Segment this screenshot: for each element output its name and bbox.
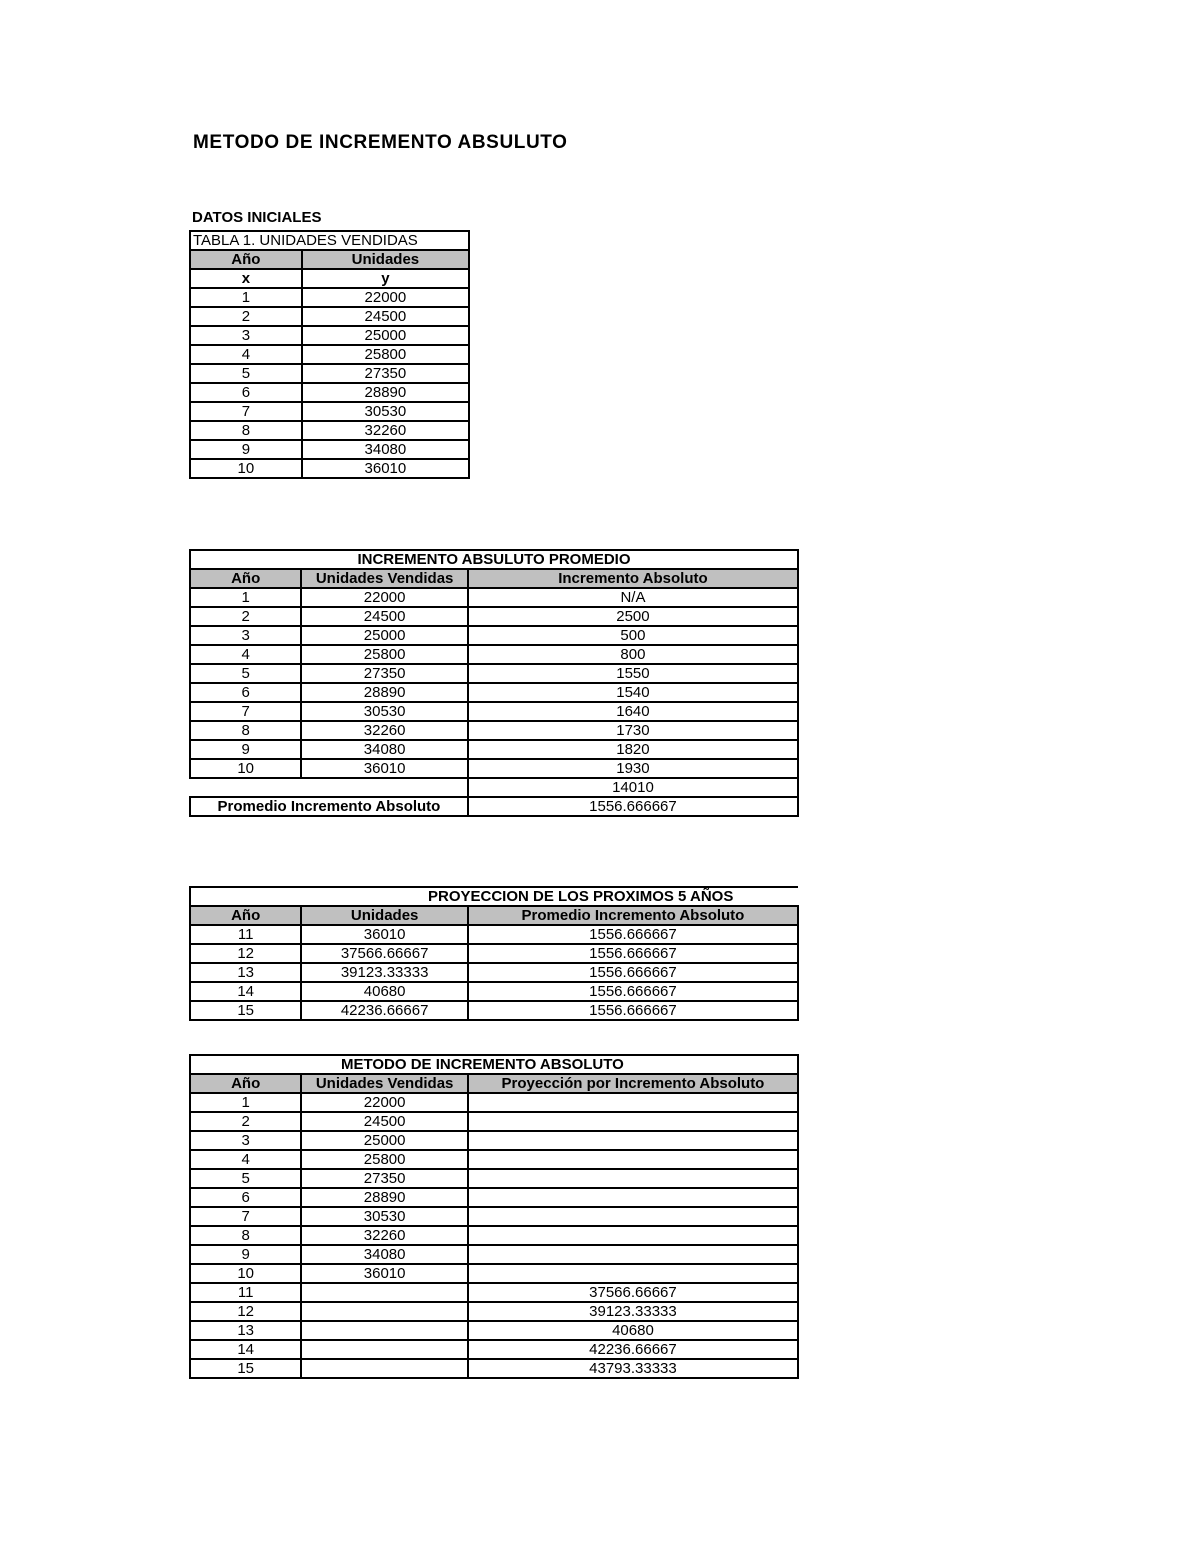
table-cell: 9 bbox=[190, 440, 302, 459]
table-row bbox=[190, 1112, 798, 1131]
table-row bbox=[190, 944, 798, 963]
table-row bbox=[190, 364, 469, 383]
table-row bbox=[190, 702, 798, 721]
table-cell: 37566.66667 bbox=[468, 1283, 798, 1302]
column-header-year: Año bbox=[190, 250, 302, 269]
table-cell: 25800 bbox=[302, 345, 469, 364]
table-cell: 1540 bbox=[468, 683, 798, 702]
table-cell: 2 bbox=[190, 307, 302, 326]
table-cell: 30530 bbox=[301, 702, 468, 721]
table-row bbox=[190, 1245, 798, 1264]
table-cell: 1730 bbox=[468, 721, 798, 740]
table-cell: 40680 bbox=[468, 1321, 798, 1340]
column-header-absolute-increment: Incremento Absoluto bbox=[468, 569, 798, 588]
table-cell: 1820 bbox=[468, 740, 798, 759]
table-cell: 4 bbox=[190, 1150, 301, 1169]
table-cell bbox=[468, 1245, 798, 1264]
table-cell: 14 bbox=[190, 1340, 301, 1359]
table-cell: 34080 bbox=[301, 740, 468, 759]
table-cell: 36010 bbox=[302, 459, 469, 478]
table-cell: 37566.66667 bbox=[301, 944, 468, 963]
table-row bbox=[190, 1131, 798, 1150]
table-cell: 3 bbox=[190, 626, 301, 645]
table-cell: 32260 bbox=[302, 421, 469, 440]
table-row bbox=[190, 288, 469, 307]
table-cell: 12 bbox=[190, 944, 301, 963]
table-row bbox=[190, 402, 469, 421]
table-title: METODO DE INCREMENTO ABSOLUTO bbox=[190, 1055, 798, 1074]
table-cell: 1556.666667 bbox=[468, 963, 798, 982]
table-cell bbox=[468, 1264, 798, 1283]
table-cell: 2500 bbox=[468, 607, 798, 626]
table-cell: 27350 bbox=[302, 364, 469, 383]
table-cell bbox=[301, 1283, 468, 1302]
table-cell: 40680 bbox=[301, 982, 468, 1001]
table-row bbox=[190, 626, 798, 645]
table-cell: 34080 bbox=[302, 440, 469, 459]
table-cell: 500 bbox=[468, 626, 798, 645]
table-cell bbox=[301, 1340, 468, 1359]
table-cell: 1556.666667 bbox=[468, 944, 798, 963]
table-cell: 25000 bbox=[302, 326, 469, 345]
table-cell: 10 bbox=[190, 1264, 301, 1283]
column-subheader-x: x bbox=[190, 269, 302, 288]
table-cell: 15 bbox=[190, 1359, 301, 1378]
table-cell: 1 bbox=[190, 1093, 301, 1112]
table-cell: 1 bbox=[190, 288, 302, 307]
table-row bbox=[190, 1226, 798, 1245]
column-header-year: Año bbox=[190, 569, 301, 588]
table-row bbox=[190, 963, 798, 982]
table-cell: 6 bbox=[190, 1188, 301, 1207]
table-row bbox=[190, 645, 798, 664]
table-row bbox=[190, 307, 469, 326]
table-row bbox=[190, 759, 798, 778]
table-cell bbox=[468, 1169, 798, 1188]
table-cell: 2 bbox=[190, 1112, 301, 1131]
table-row bbox=[190, 1207, 798, 1226]
table-cell: 36010 bbox=[301, 1264, 468, 1283]
projection-table bbox=[189, 886, 799, 1021]
table-cell: 6 bbox=[190, 683, 301, 702]
column-header-units-sold: Unidades Vendidas bbox=[301, 569, 468, 588]
table-row bbox=[190, 1188, 798, 1207]
table-row bbox=[190, 721, 798, 740]
table-cell bbox=[468, 1150, 798, 1169]
table-cell: 28890 bbox=[302, 383, 469, 402]
table-row bbox=[190, 440, 469, 459]
table-title: PROYECCION DE LOS PROXIMOS 5 AÑOS bbox=[190, 887, 798, 906]
table-row bbox=[190, 1001, 798, 1020]
table-cell: 10 bbox=[190, 459, 302, 478]
table-cell: 36010 bbox=[301, 925, 468, 944]
table-row bbox=[190, 1359, 798, 1378]
table-cell: 5 bbox=[190, 364, 302, 383]
table-cell: 8 bbox=[190, 421, 302, 440]
table-cell: 12 bbox=[190, 1302, 301, 1321]
table-cell: 3 bbox=[190, 326, 302, 345]
table-cell bbox=[468, 1112, 798, 1131]
table-cell: 39123.33333 bbox=[468, 1302, 798, 1321]
table-row bbox=[190, 607, 798, 626]
table-cell: 36010 bbox=[301, 759, 468, 778]
average-label: Promedio Incremento Absoluto bbox=[190, 797, 468, 816]
table-row bbox=[190, 1093, 798, 1112]
column-header-units-sold: Unidades Vendidas bbox=[301, 1074, 468, 1093]
table-cell: 1930 bbox=[468, 759, 798, 778]
table-caption: TABLA 1. UNIDADES VENDIDAS bbox=[190, 231, 469, 250]
table-cell bbox=[301, 1359, 468, 1378]
table-cell bbox=[468, 1093, 798, 1112]
average-value: 1556.666667 bbox=[468, 797, 798, 816]
table-row bbox=[190, 345, 469, 364]
units-sold-table bbox=[189, 230, 470, 479]
table-row bbox=[190, 1264, 798, 1283]
table-cell: 28890 bbox=[301, 1188, 468, 1207]
table-cell: 1640 bbox=[468, 702, 798, 721]
table-row bbox=[190, 1302, 798, 1321]
column-header-units: Unidades bbox=[302, 250, 469, 269]
table-cell: 30530 bbox=[302, 402, 469, 421]
table-cell: 1556.666667 bbox=[468, 1001, 798, 1020]
table-title: INCREMENTO ABSULUTO PROMEDIO bbox=[190, 550, 798, 569]
table-cell: 9 bbox=[190, 740, 301, 759]
increment-sum: 14010 bbox=[468, 778, 798, 797]
table-cell: 25800 bbox=[301, 1150, 468, 1169]
table-row bbox=[190, 1340, 798, 1359]
table-cell: 800 bbox=[468, 645, 798, 664]
table-row bbox=[190, 683, 798, 702]
table-cell: 25000 bbox=[301, 626, 468, 645]
table-cell: 5 bbox=[190, 1169, 301, 1188]
page-title: METODO DE INCREMENTO ABSULUTO bbox=[193, 132, 568, 153]
table-cell: 24500 bbox=[301, 1112, 468, 1131]
table-cell: 10 bbox=[190, 759, 301, 778]
table-cell: 4 bbox=[190, 645, 301, 664]
table-cell: 32260 bbox=[301, 721, 468, 740]
table-row bbox=[190, 740, 798, 759]
table-cell bbox=[468, 1131, 798, 1150]
table-cell: 7 bbox=[190, 702, 301, 721]
table-cell: 42236.66667 bbox=[468, 1340, 798, 1359]
table-cell: 22000 bbox=[301, 588, 468, 607]
table-cell: 1550 bbox=[468, 664, 798, 683]
table-cell bbox=[468, 1188, 798, 1207]
absolute-increment-method-table bbox=[189, 1054, 799, 1379]
column-header-year: Año bbox=[190, 906, 301, 925]
table-cell: 11 bbox=[190, 1283, 301, 1302]
column-header-year: Año bbox=[190, 1074, 301, 1093]
table-row bbox=[190, 925, 798, 944]
table-cell: 13 bbox=[190, 1321, 301, 1340]
table-cell: 25000 bbox=[301, 1131, 468, 1150]
table-row bbox=[190, 1321, 798, 1340]
table-cell: 7 bbox=[190, 1207, 301, 1226]
table-cell: 1556.666667 bbox=[468, 925, 798, 944]
table-cell: 2 bbox=[190, 607, 301, 626]
table-cell: 25800 bbox=[301, 645, 468, 664]
table-row bbox=[190, 588, 798, 607]
table-cell: 39123.33333 bbox=[301, 963, 468, 982]
column-header-units: Unidades bbox=[301, 906, 468, 925]
table-cell: 13 bbox=[190, 963, 301, 982]
table-cell: N/A bbox=[468, 588, 798, 607]
table-cell: 27350 bbox=[301, 664, 468, 683]
table-cell: 22000 bbox=[302, 288, 469, 307]
table-row bbox=[190, 1150, 798, 1169]
table-cell bbox=[301, 1321, 468, 1340]
table-cell bbox=[301, 1302, 468, 1321]
table-cell: 14 bbox=[190, 982, 301, 1001]
table-cell: 28890 bbox=[301, 683, 468, 702]
table-cell: 42236.66667 bbox=[301, 1001, 468, 1020]
table-row bbox=[190, 664, 798, 683]
table-row bbox=[190, 383, 469, 402]
table-row bbox=[190, 1283, 798, 1302]
table-cell: 9 bbox=[190, 1245, 301, 1264]
table-cell bbox=[468, 1226, 798, 1245]
table-cell: 5 bbox=[190, 664, 301, 683]
column-subheader-y: y bbox=[302, 269, 469, 288]
table-cell bbox=[468, 1207, 798, 1226]
column-header-projection: Proyección por Incremento Absoluto bbox=[468, 1074, 798, 1093]
column-header-average-increment: Promedio Incremento Absoluto bbox=[468, 906, 798, 925]
table-row bbox=[190, 459, 469, 478]
table-cell: 1556.666667 bbox=[468, 982, 798, 1001]
table-cell: 11 bbox=[190, 925, 301, 944]
empty-cell bbox=[190, 778, 468, 797]
table-cell: 24500 bbox=[302, 307, 469, 326]
table-row bbox=[190, 1169, 798, 1188]
table-cell: 27350 bbox=[301, 1169, 468, 1188]
table-cell: 30530 bbox=[301, 1207, 468, 1226]
table-cell: 4 bbox=[190, 345, 302, 364]
section-label: DATOS INICIALES bbox=[192, 209, 322, 226]
table-cell: 1 bbox=[190, 588, 301, 607]
table-cell: 24500 bbox=[301, 607, 468, 626]
table-cell: 3 bbox=[190, 1131, 301, 1150]
table-cell: 32260 bbox=[301, 1226, 468, 1245]
table-cell: 7 bbox=[190, 402, 302, 421]
table-cell: 34080 bbox=[301, 1245, 468, 1264]
table-cell: 8 bbox=[190, 1226, 301, 1245]
table-cell: 8 bbox=[190, 721, 301, 740]
table-row bbox=[190, 326, 469, 345]
average-increment-table bbox=[189, 549, 799, 817]
table-cell: 22000 bbox=[301, 1093, 468, 1112]
table-cell: 15 bbox=[190, 1001, 301, 1020]
table-row bbox=[190, 982, 798, 1001]
table-cell: 43793.33333 bbox=[468, 1359, 798, 1378]
table-row bbox=[190, 421, 469, 440]
table-cell: 6 bbox=[190, 383, 302, 402]
